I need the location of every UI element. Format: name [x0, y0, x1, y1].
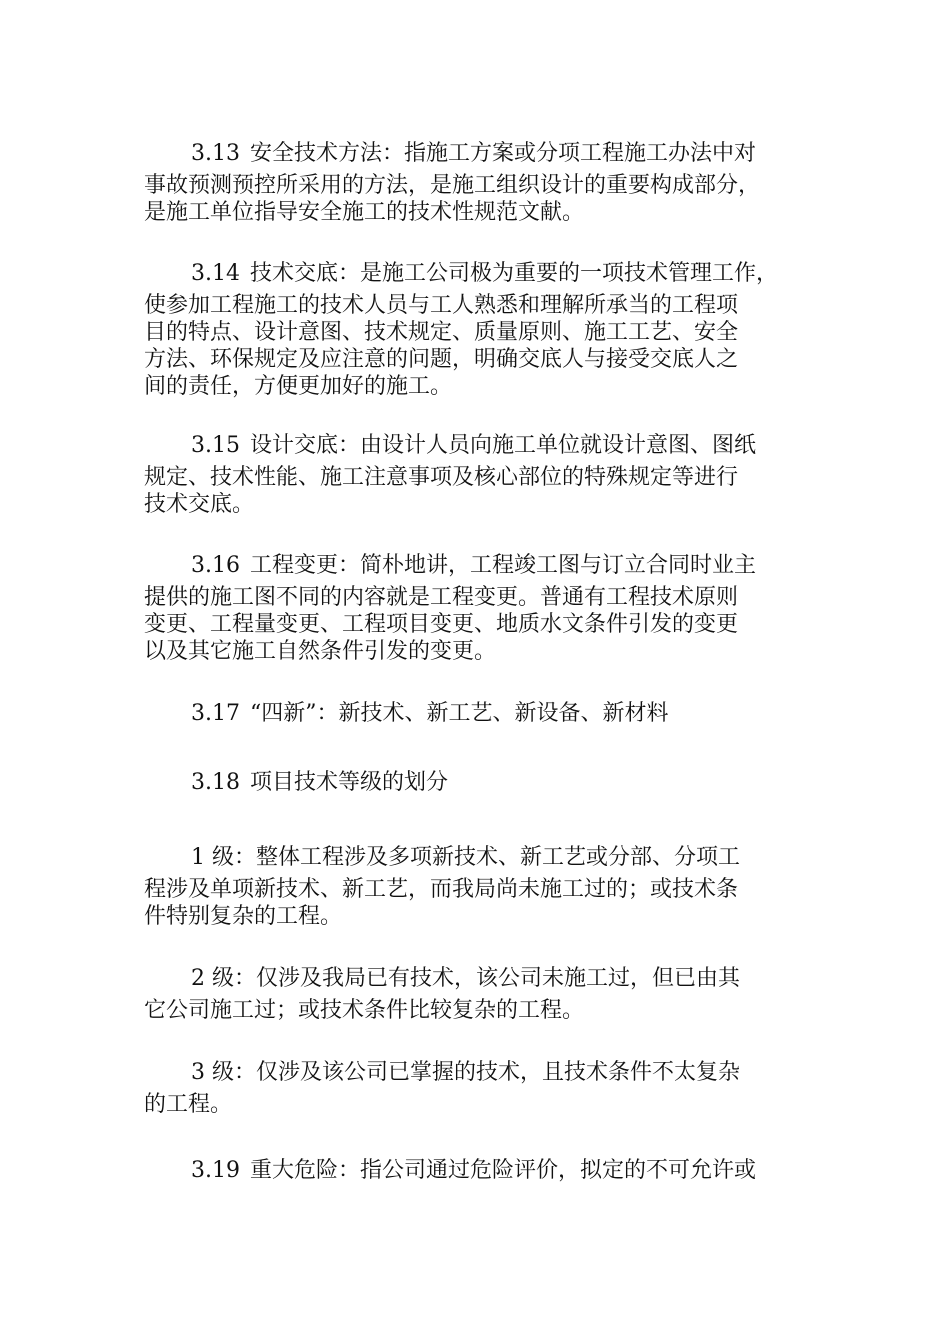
- paragraph-line: 的工程。: [144, 1092, 233, 1117]
- paragraph-line: 是施工单位指导安全施工的技术性规范文献。: [144, 200, 585, 225]
- paragraph-line: 3.18 项目技术等级的划分: [191, 770, 448, 795]
- section-number: 3.14: [191, 261, 240, 286]
- paragraph-3-15: [144, 428, 809, 518]
- paragraph-3-13: [144, 136, 809, 226]
- paragraph-line: 程涉及单项新技术、新工艺，而我局尚未施工过的；或技术条: [144, 877, 739, 902]
- paragraph-line: 使参加工程施工的技术人员与工人熟悉和理解所承当的工程项: [144, 293, 739, 318]
- paragraph-line: 以及其它施工自然条件引发的变更。: [144, 639, 497, 664]
- paragraph-line: 3.14 技术交底：是施工公司极为重要的一项技术管理工作，: [191, 261, 778, 286]
- paragraph-3-19: [144, 1153, 809, 1189]
- section-number: 3.18: [191, 770, 240, 795]
- paragraph-line: 2 级：仅涉及我局已有技术，该公司未施工过，但已由其: [191, 966, 740, 991]
- paragraph-3-17: [144, 696, 809, 732]
- paragraph-line: 它公司施工过；或技术条件比较复杂的工程。: [144, 998, 585, 1023]
- section-number: 3.15: [191, 433, 240, 458]
- paragraph-line: 目的特点、设计意图、技术规定、质量原则、施工工艺、安全: [144, 320, 739, 345]
- paragraph-level-1: [144, 840, 809, 930]
- paragraph-line: 变更、工程量变更、工程项目变更、地质水文条件引发的变更: [144, 612, 739, 637]
- paragraph-line: 3.13 安全技术方法：指施工方案或分项工程施工办法中对: [191, 141, 756, 166]
- paragraph-level-3: [144, 1055, 809, 1118]
- paragraph-3-16: [144, 548, 809, 665]
- section-number: 3.16: [191, 553, 240, 578]
- paragraph-line: 提供的施工图不同的内容就是工程变更。普通有工程技术原则: [144, 585, 739, 610]
- paragraph-3-14: [144, 256, 809, 400]
- paragraph-line: 间的责任，方便更加好的施工。: [144, 374, 453, 399]
- paragraph-line: 方法、环保规定及应注意的问题，明确交底人与接受交底人之: [144, 347, 739, 372]
- paragraph-line: 3.16 工程变更：简朴地讲，工程竣工图与订立合同时业主: [191, 553, 756, 578]
- paragraph-line: 事故预测预控所采用的方法，是施工组织设计的重要构成部分，: [144, 173, 761, 198]
- section-number: 3.19: [191, 1158, 240, 1183]
- paragraph-line: 技术交底。: [144, 492, 255, 517]
- paragraph-level-2: [144, 961, 809, 1024]
- paragraph-line: 3 级：仅涉及该公司已掌握的技术，且技术条件不太复杂: [191, 1060, 740, 1085]
- paragraph-line: 3.19 重大危险：指公司通过危险评价，拟定的不可允许或: [191, 1158, 756, 1183]
- paragraph-line: 件特别复杂的工程。: [144, 904, 343, 929]
- paragraph-line: 1 级：整体工程涉及多项新技术、新工艺或分部、分项工: [191, 845, 740, 870]
- paragraph-3-18: [144, 765, 809, 801]
- section-number: 3.13: [191, 141, 240, 166]
- paragraph-line: 规定、技术性能、施工注意事项及核心部位的特殊规定等进行: [144, 465, 739, 490]
- paragraph-line: 3.17 “四新”：新技术、新工艺、新设备、新材料: [191, 701, 669, 726]
- section-number: 3.17: [191, 701, 240, 726]
- paragraph-line: 3.15 设计交底：由设计人员向施工单位就设计意图、图纸: [191, 433, 756, 458]
